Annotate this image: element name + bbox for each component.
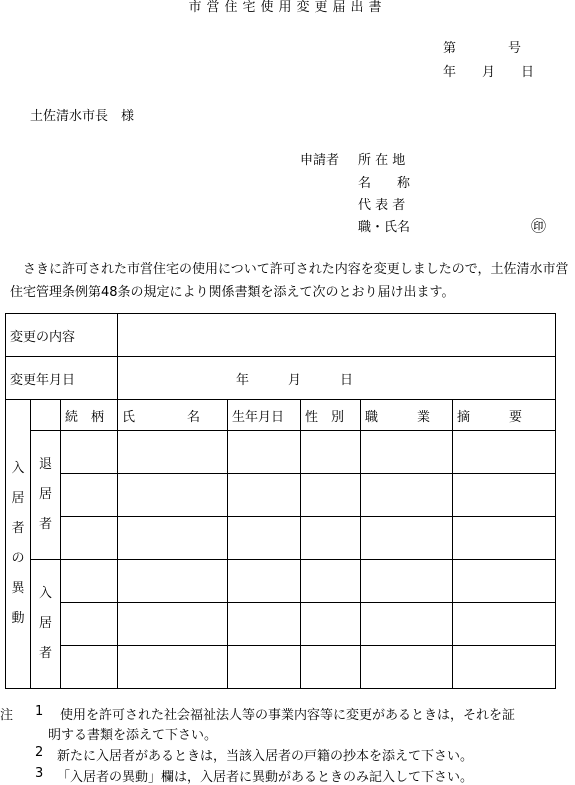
note-2-text: 新たに入居者があるときは，当該入居者の戸籍の抄本を添えて下さい。 [57,749,474,764]
address-label: 所 在 地 [358,153,406,168]
table-cell[interactable] [118,517,228,560]
col-relationship: 続 柄 [61,400,118,431]
table-cell[interactable] [118,474,228,517]
note-1-continuation: 明する書類を添えて下さい。 [48,728,218,743]
change-date-label: 変更年月日 [6,357,118,400]
addressee: 土佐清水市長 様 [30,109,135,124]
table-cell[interactable] [453,474,556,517]
table-cell[interactable] [118,603,228,646]
table-cell[interactable] [61,517,118,560]
table-cell[interactable] [301,603,361,646]
change-date-field[interactable]: 年 月 日 [118,357,556,400]
table-cell[interactable] [453,560,556,603]
table-cell[interactable] [301,474,361,517]
moved-out-row [6,431,556,474]
col-gender: 性 別 [301,400,361,431]
seal-mark: ㊞ [531,217,547,235]
table-cell[interactable] [228,431,301,474]
table-cell[interactable] [118,431,228,474]
change-content-field[interactable] [118,314,556,357]
note-1-number: 1 [35,704,44,719]
table-cell[interactable] [228,560,301,603]
title-name-label: 職・氏名 [358,220,411,235]
moved-in-row [6,603,556,646]
table-cell[interactable] [453,517,556,560]
document-title: 市営住宅使用変更届出書 [188,0,387,15]
table-cell[interactable] [61,646,118,689]
note-3-text: 「入居者の異動」欄は，入居者に異動があるときのみ記入して下さい。 [57,770,474,785]
col-remarks: 摘 要 [453,400,556,431]
document-number-label: 第 号 [443,41,522,56]
representative-label: 代 表 者 [358,198,406,213]
note-3-number: 3 [35,766,44,781]
table-cell[interactable] [61,474,118,517]
notes-prefix: 注 [0,708,14,723]
table-cell[interactable] [301,646,361,689]
moved-in-row [6,560,556,603]
table-cell[interactable] [453,646,556,689]
table-cell[interactable] [118,560,228,603]
col-occupation: 職 業 [361,400,453,431]
table-cell[interactable] [361,431,453,474]
table-cell[interactable] [361,560,453,603]
table-cell[interactable] [361,517,453,560]
name-label: 名 称 [358,176,411,191]
moved-out-label: 退 居 者 [31,431,61,560]
table-cell[interactable] [453,431,556,474]
applicant-prefix: 申請者 [300,153,340,168]
table-cell[interactable] [361,603,453,646]
table-cell[interactable] [61,603,118,646]
table-cell[interactable] [301,431,361,474]
moved-out-row [6,474,556,517]
table-cell[interactable] [301,560,361,603]
table-cell[interactable] [61,560,118,603]
table-cell[interactable] [453,603,556,646]
moved-in-row [6,646,556,689]
header-empty-cell [31,400,61,431]
col-birthdate: 生年月日 [228,400,301,431]
note-2-number: 2 [35,745,44,760]
change-form-table [5,313,556,689]
table-cell[interactable] [361,474,453,517]
body-text: さきに許可された市営住宅の使用について許可された内容を変更しましたので，土佐清水市営住宅管理条例第48条の規定により関係書類を添えて次のとおり届け出ます。 [10,262,569,300]
table-cell[interactable] [228,603,301,646]
document-date-label: 年 月 日 [443,65,535,80]
change-content-label: 変更の内容 [6,314,118,357]
table-cell[interactable] [361,646,453,689]
table-cell[interactable] [228,517,301,560]
col-name: 氏 名 [118,400,228,431]
note-1-text: 使用を許可された社会福祉法人等の事業内容等に変更があるときは，それを証 [60,708,516,723]
moved-in-label: 入 居 者 [31,560,61,689]
table-cell[interactable] [228,474,301,517]
table-cell[interactable] [118,646,228,689]
table-cell[interactable] [301,517,361,560]
table-cell[interactable] [61,431,118,474]
resident-change-group-label: 入 居 者 の 異 動 [6,400,31,689]
table-cell[interactable] [228,646,301,689]
moved-out-row [6,517,556,560]
